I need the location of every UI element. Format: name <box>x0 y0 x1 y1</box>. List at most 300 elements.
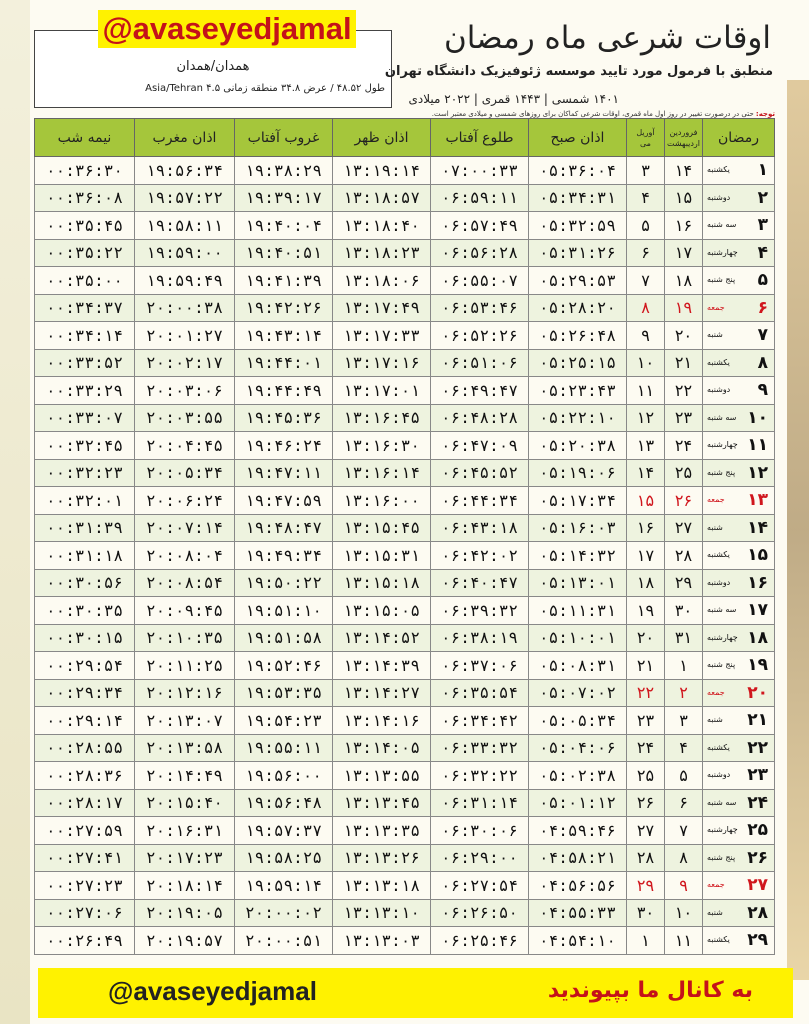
note-text: حتی در درصورت تغییر در روز اول ماه قمری، اوقات شرعی کماکان برای روزهای شمسی و میلادی معتبر است. <box>431 110 754 118</box>
fajr-cell: ۰۵:۱۴:۳۲ <box>529 542 627 570</box>
sunrise-cell: ۰۶:۲۹:۰۰ <box>431 844 529 872</box>
dhuhr-cell: ۱۳:۱۵:۱۸ <box>333 569 431 597</box>
sunrise-cell: ۰۶:۳۹:۳۲ <box>431 597 529 625</box>
sunset-cell: ۱۹:۴۹:۳۴ <box>235 542 333 570</box>
fajr-cell: ۰۵:۲۶:۴۸ <box>529 322 627 350</box>
sunrise-cell: ۰۶:۵۹:۱۱ <box>431 184 529 212</box>
weekday-label: جمعه <box>707 302 725 312</box>
sunrise-cell: ۰۶:۳۰:۰۶ <box>431 817 529 845</box>
weekday-label: پنج شنبه <box>707 660 736 669</box>
sunset-cell: ۱۹:۳۹:۱۷ <box>235 184 333 212</box>
note <box>34 110 775 118</box>
shamsi-day-cell: ۳ <box>665 707 703 735</box>
midnight-cell: ۰۰:۲۶:۴۹ <box>35 927 135 955</box>
ramadan-day-number: ۱۲ <box>747 462 768 483</box>
dhuhr-cell: ۱۳:۱۹:۱۴ <box>333 157 431 185</box>
ramadan-day-cell <box>703 487 775 515</box>
watermark-handle: @avaseyedjamal <box>98 10 356 48</box>
shamsi-day-cell: ۹ <box>665 872 703 900</box>
dhuhr-cell: ۱۳:۱۴:۵۲ <box>333 624 431 652</box>
sunset-cell: ۱۹:۴۵:۳۶ <box>235 404 333 432</box>
maghrib-cell: ۲۰:۱۵:۴۰ <box>135 789 235 817</box>
sunset-cell: ۱۹:۵۶:۴۸ <box>235 789 333 817</box>
midnight-cell: ۰۰:۲۹:۱۴ <box>35 707 135 735</box>
maghrib-cell: ۲۰:۰۲:۱۷ <box>135 349 235 377</box>
ramadan-day-number: ۲۱ <box>747 710 768 730</box>
maghrib-cell: ۲۰:۱۸:۱۴ <box>135 872 235 900</box>
left-decoration <box>0 0 30 1024</box>
fajr-cell: ۰۵:۲۵:۱۵ <box>529 349 627 377</box>
maghrib-cell: ۲۰:۱۴:۴۹ <box>135 762 235 790</box>
gregorian-day-cell: ۸ <box>627 294 665 322</box>
sunrise-cell: ۰۶:۴۰:۴۷ <box>431 569 529 597</box>
gregorian-day-cell: ۱۸ <box>627 569 665 597</box>
maghrib-cell: ۲۰:۰۵:۳۴ <box>135 459 235 487</box>
weekday-label: شنبه <box>707 522 723 532</box>
sunset-cell: ۱۹:۴۷:۱۱ <box>235 459 333 487</box>
col-maghrib: اذان مغرب <box>135 119 235 157</box>
table-row <box>35 844 775 872</box>
maghrib-cell: ۲۰:۰۷:۱۴ <box>135 514 235 542</box>
ramadan-day-cell <box>703 514 775 542</box>
shamsi-day-cell: ۳۱ <box>665 624 703 652</box>
table-row <box>35 817 775 845</box>
sunrise-cell: ۰۶:۳۷:۰۶ <box>431 652 529 680</box>
fajr-cell: ۰۵:۰۷:۰۲ <box>529 679 627 707</box>
dhuhr-cell: ۱۳:۱۶:۴۵ <box>333 404 431 432</box>
ramadan-day-number: ۸ <box>757 352 768 373</box>
sunset-cell: ۱۹:۴۱:۳۹ <box>235 267 333 295</box>
sunrise-cell: ۰۶:۴۳:۱۸ <box>431 514 529 542</box>
dhuhr-cell: ۱۳:۱۴:۱۶ <box>333 707 431 735</box>
city-coordinates: طول ۴۸.۵۲ / عرض ۳۴.۸ منطقه زمانی ۴.۵ Asia/Tehran <box>145 83 385 94</box>
col-sunrise: طلوع آفتاب <box>431 119 529 157</box>
midnight-cell: ۰۰:۲۷:۲۳ <box>35 872 135 900</box>
shamsi-day-cell: ۷ <box>665 817 703 845</box>
weekday-label: یکشنبه <box>707 550 730 559</box>
table-row <box>35 542 775 570</box>
col-sunset: غروب آفتاب <box>235 119 333 157</box>
shamsi-day-cell: ۲۴ <box>665 432 703 460</box>
col-gregorian: آوریل می <box>627 119 665 157</box>
ramadan-day-number: ۲ <box>757 187 768 208</box>
sunrise-cell: ۰۶:۴۹:۴۷ <box>431 377 529 405</box>
fajr-cell: ۰۴:۵۹:۴۶ <box>529 817 627 845</box>
shamsi-day-cell: ۲۶ <box>665 487 703 515</box>
sunrise-cell: ۰۶:۵۲:۲۶ <box>431 322 529 350</box>
ramadan-day-cell <box>703 404 775 432</box>
ramadan-day-number: ۱۰ <box>747 407 768 428</box>
sunset-cell: ۱۹:۵۸:۲۵ <box>235 844 333 872</box>
dhuhr-cell: ۱۳:۱۷:۱۶ <box>333 349 431 377</box>
banner-handle: @avaseyedjamal <box>108 976 317 1006</box>
col-ramadan: رمضان <box>703 119 775 157</box>
maghrib-cell: ۱۹:۵۸:۱۱ <box>135 212 235 240</box>
ramadan-day-number: ۱۷ <box>747 600 768 620</box>
maghrib-cell: ۲۰:۰۶:۲۴ <box>135 487 235 515</box>
sunset-cell: ۱۹:۴۰:۰۴ <box>235 212 333 240</box>
sunrise-cell: ۰۶:۵۷:۴۹ <box>431 212 529 240</box>
gregorian-day-cell: ۱۴ <box>627 459 665 487</box>
midnight-cell: ۰۰:۳۵:۰۰ <box>35 267 135 295</box>
maghrib-cell: ۱۹:۵۹:۴۹ <box>135 267 235 295</box>
ramadan-day-cell <box>703 734 775 762</box>
midnight-cell: ۰۰:۳۲:۰۱ <box>35 487 135 515</box>
shamsi-day-cell: ۲۹ <box>665 569 703 597</box>
table-row <box>35 514 775 542</box>
shamsi-day-cell: ۲۵ <box>665 459 703 487</box>
fajr-cell: ۰۴:۵۵:۳۳ <box>529 899 627 927</box>
sunset-cell: ۲۰:۰۰:۵۱ <box>235 927 333 955</box>
city-name: همدان/همدان <box>176 59 250 74</box>
gregorian-day-cell: ۲۲ <box>627 679 665 707</box>
weekday-label: شنبه <box>707 330 723 339</box>
ramadan-day-number: ۲۸ <box>747 902 768 923</box>
table-row <box>35 927 775 955</box>
shamsi-day-cell: ۱۶ <box>665 212 703 240</box>
ramadan-day-cell <box>703 899 775 927</box>
dhuhr-cell: ۱۳:۱۷:۰۱ <box>333 377 431 405</box>
midnight-cell: ۰۰:۳۶:۰۸ <box>35 184 135 212</box>
fajr-cell: ۰۵:۰۵:۳۴ <box>529 707 627 735</box>
sunrise-cell: ۰۶:۳۸:۱۹ <box>431 624 529 652</box>
gregorian-day-cell: ۴ <box>627 184 665 212</box>
sunset-cell: ۱۹:۴۲:۲۶ <box>235 294 333 322</box>
midnight-cell: ۰۰:۲۷:۵۹ <box>35 817 135 845</box>
table-row <box>35 597 775 625</box>
ramadan-day-number: ۷ <box>757 325 768 345</box>
dhuhr-cell: ۱۳:۱۳:۱۰ <box>333 899 431 927</box>
ramadan-day-number: ۱ <box>757 160 768 180</box>
gregorian-day-cell: ۲۸ <box>627 844 665 872</box>
sunset-cell: ۱۹:۵۷:۳۷ <box>235 817 333 845</box>
dhuhr-cell: ۱۳:۱۳:۰۳ <box>333 927 431 955</box>
ramadan-day-cell <box>703 597 775 625</box>
gregorian-day-cell: ۹ <box>627 322 665 350</box>
gregorian-day-cell: ۲۹ <box>627 872 665 900</box>
ramadan-day-cell <box>703 432 775 460</box>
gregorian-day-cell: ۱۹ <box>627 597 665 625</box>
gregorian-day-cell: ۳ <box>627 157 665 185</box>
fajr-cell: ۰۵:۲۹:۵۳ <box>529 267 627 295</box>
sunset-cell: ۱۹:۵۶:۰۰ <box>235 762 333 790</box>
table-row <box>35 872 775 900</box>
table-row <box>35 377 775 405</box>
fajr-cell: ۰۵:۳۴:۳۱ <box>529 184 627 212</box>
ramadan-day-number: ۵ <box>757 270 768 290</box>
fajr-cell: ۰۴:۵۶:۵۶ <box>529 872 627 900</box>
weekday-label: یکشنبه <box>707 742 730 752</box>
maghrib-cell: ۲۰:۰۰:۳۸ <box>135 294 235 322</box>
sunrise-cell: ۰۶:۵۳:۴۶ <box>431 294 529 322</box>
shamsi-day-cell: ۴ <box>665 734 703 762</box>
ramadan-day-number: ۱۸ <box>747 627 768 648</box>
midnight-cell: ۰۰:۳۰:۵۶ <box>35 569 135 597</box>
sunset-cell: ۱۹:۵۰:۲۲ <box>235 569 333 597</box>
midnight-cell: ۰۰:۳۴:۱۴ <box>35 322 135 350</box>
gregorian-day-cell: ۱۲ <box>627 404 665 432</box>
dhuhr-cell: ۱۳:۱۸:۵۷ <box>333 184 431 212</box>
page-title: اوقات شرعی ماه رمضان <box>444 20 771 56</box>
midnight-cell: ۰۰:۳۱:۱۸ <box>35 542 135 570</box>
maghrib-cell: ۲۰:۱۲:۱۶ <box>135 679 235 707</box>
table-row <box>35 679 775 707</box>
gregorian-day-cell: ۲۶ <box>627 789 665 817</box>
ramadan-day-number: ۲۶ <box>747 847 768 868</box>
table-row <box>35 624 775 652</box>
table-row <box>35 899 775 927</box>
sunset-cell: ۱۹:۴۳:۱۴ <box>235 322 333 350</box>
ramadan-day-cell <box>703 569 775 597</box>
ramadan-day-number: ۳ <box>757 215 768 235</box>
maghrib-cell: ۲۰:۰۸:۵۴ <box>135 569 235 597</box>
sunrise-cell: ۰۶:۵۶:۲۸ <box>431 239 529 267</box>
weekday-label: سه شنبه <box>707 220 737 229</box>
fajr-cell: ۰۴:۵۸:۲۱ <box>529 844 627 872</box>
fajr-cell: ۰۵:۳۲:۵۹ <box>529 212 627 240</box>
shamsi-day-cell: ۵ <box>665 762 703 790</box>
dhuhr-cell: ۱۳:۱۶:۰۰ <box>333 487 431 515</box>
midnight-cell: ۰۰:۳۳:۲۹ <box>35 377 135 405</box>
weekday-label: یکشنبه <box>707 357 730 367</box>
gregorian-day-cell: ۲۳ <box>627 707 665 735</box>
midnight-cell: ۰۰:۳۶:۳۰ <box>35 157 135 185</box>
midnight-cell: ۰۰:۳۴:۳۷ <box>35 294 135 322</box>
weekday-label: دوشنبه <box>707 385 731 394</box>
shamsi-day-cell: ۱ <box>665 652 703 680</box>
weekday-label: جمعه <box>707 495 725 504</box>
ramadan-day-cell <box>703 377 775 405</box>
shamsi-day-cell: ۲۸ <box>665 542 703 570</box>
sunrise-cell: ۰۶:۴۴:۳۴ <box>431 487 529 515</box>
midnight-cell: ۰۰:۲۹:۵۴ <box>35 652 135 680</box>
dhuhr-cell: ۱۳:۱۸:۴۰ <box>333 212 431 240</box>
dhuhr-cell: ۱۳:۱۳:۵۵ <box>333 762 431 790</box>
ramadan-day-cell <box>703 184 775 212</box>
weekday-label: پنج شنبه <box>707 467 736 477</box>
ramadan-day-cell <box>703 707 775 735</box>
dhuhr-cell: ۱۳:۱۶:۳۰ <box>333 432 431 460</box>
maghrib-cell: ۲۰:۱۰:۳۵ <box>135 624 235 652</box>
sunrise-cell: ۰۶:۲۶:۵۰ <box>431 899 529 927</box>
fajr-cell: ۰۵:۱۹:۰۶ <box>529 459 627 487</box>
ramadan-day-cell <box>703 322 775 350</box>
shamsi-day-cell: ۲۲ <box>665 377 703 405</box>
ramadan-day-cell <box>703 927 775 955</box>
dhuhr-cell: ۱۳:۱۵:۴۵ <box>333 514 431 542</box>
ramadan-day-cell <box>703 349 775 377</box>
table-row <box>35 432 775 460</box>
ramadan-day-number: ۲۳ <box>747 765 768 785</box>
maghrib-cell: ۲۰:۱۹:۰۵ <box>135 899 235 927</box>
ramadan-day-number: ۱۵ <box>747 545 768 565</box>
ramadan-day-number: ۱۹ <box>747 655 768 675</box>
table-row <box>35 294 775 322</box>
fajr-cell: ۰۵:۰۱:۱۲ <box>529 789 627 817</box>
midnight-cell: ۰۰:۲۹:۳۴ <box>35 679 135 707</box>
midnight-cell: ۰۰:۳۲:۲۳ <box>35 459 135 487</box>
ramadan-day-number: ۱۶ <box>747 572 768 593</box>
fajr-cell: ۰۵:۰۲:۳۸ <box>529 762 627 790</box>
table-row <box>35 267 775 295</box>
fajr-cell: ۰۵:۲۲:۱۰ <box>529 404 627 432</box>
ramadan-day-cell <box>703 789 775 817</box>
sunrise-cell: ۰۶:۳۳:۳۲ <box>431 734 529 762</box>
maghrib-cell: ۲۰:۱۳:۵۸ <box>135 734 235 762</box>
table-row <box>35 404 775 432</box>
col-shamsi: فروردین اردیبهشت <box>665 119 703 157</box>
note-label: توجه: <box>755 110 775 118</box>
maghrib-cell: ۲۰:۱۶:۳۱ <box>135 817 235 845</box>
midnight-cell: ۰۰:۲۷:۴۱ <box>35 844 135 872</box>
dhuhr-cell: ۱۳:۱۴:۳۹ <box>333 652 431 680</box>
dhuhr-cell: ۱۳:۱۷:۳۳ <box>333 322 431 350</box>
sunrise-cell: ۰۶:۵۵:۰۷ <box>431 267 529 295</box>
table-row <box>35 789 775 817</box>
ramadan-day-cell <box>703 294 775 322</box>
fajr-cell: ۰۵:۱۷:۳۴ <box>529 487 627 515</box>
fajr-cell: ۰۵:۱۰:۰۱ <box>529 624 627 652</box>
sunset-cell: ۱۹:۵۳:۳۵ <box>235 679 333 707</box>
weekday-label: چهارشنبه <box>707 825 738 834</box>
gregorian-day-cell: ۲۰ <box>627 624 665 652</box>
banner-join-text: به کانال ما بپیوندید <box>547 978 753 1003</box>
sunset-cell: ۱۹:۵۵:۱۱ <box>235 734 333 762</box>
dhuhr-cell: ۱۳:۱۴:۰۵ <box>333 734 431 762</box>
shamsi-day-cell: ۲۱ <box>665 349 703 377</box>
table-row <box>35 212 775 240</box>
shamsi-day-cell: ۲۰ <box>665 322 703 350</box>
table-row <box>35 157 775 185</box>
gregorian-day-cell: ۱۷ <box>627 542 665 570</box>
sunrise-cell: ۰۶:۳۵:۵۴ <box>431 679 529 707</box>
col-midnight: نیمه شب <box>35 119 135 157</box>
weekday-label: پنج شنبه <box>707 275 736 284</box>
table-row <box>35 459 775 487</box>
fajr-cell: ۰۴:۵۴:۱۰ <box>529 927 627 955</box>
gregorian-day-cell: ۱۱ <box>627 377 665 405</box>
right-decoration <box>787 80 809 980</box>
midnight-cell: ۰۰:۳۳:۵۲ <box>35 349 135 377</box>
sunset-cell: ۱۹:۴۴:۰۱ <box>235 349 333 377</box>
ramadan-day-number: ۹ <box>757 380 768 400</box>
sunset-cell: ۲۰:۰۰:۰۲ <box>235 899 333 927</box>
gregorian-day-cell: ۱ <box>627 927 665 955</box>
gregorian-day-cell: ۷ <box>627 267 665 295</box>
table-row <box>35 184 775 212</box>
ramadan-day-cell <box>703 212 775 240</box>
shamsi-day-cell: ۱۸ <box>665 267 703 295</box>
sunset-cell: ۱۹:۵۴:۲۳ <box>235 707 333 735</box>
midnight-cell: ۰۰:۳۰:۱۵ <box>35 624 135 652</box>
sunrise-cell: ۰۶:۴۷:۰۹ <box>431 432 529 460</box>
gregorian-day-cell: ۶ <box>627 239 665 267</box>
fajr-cell: ۰۵:۱۳:۰۱ <box>529 569 627 597</box>
ramadan-day-number: ۴ <box>757 242 768 263</box>
ramadan-day-cell <box>703 542 775 570</box>
fajr-cell: ۰۵:۲۸:۲۰ <box>529 294 627 322</box>
gregorian-day-cell: ۱۶ <box>627 514 665 542</box>
dhuhr-cell: ۱۳:۱۳:۲۶ <box>333 844 431 872</box>
dhuhr-cell: ۱۳:۱۶:۱۴ <box>333 459 431 487</box>
sunrise-cell: ۰۶:۳۱:۱۴ <box>431 789 529 817</box>
table-row <box>35 734 775 762</box>
ramadan-day-cell <box>703 239 775 267</box>
table-row <box>35 762 775 790</box>
fajr-cell: ۰۵:۱۱:۳۱ <box>529 597 627 625</box>
weekday-label: دوشنبه <box>707 770 731 779</box>
maghrib-cell: ۲۰:۱۹:۵۷ <box>135 927 235 955</box>
table-row <box>35 349 775 377</box>
table-row <box>35 707 775 735</box>
ramadan-day-number: ۲۵ <box>747 820 768 840</box>
midnight-cell: ۰۰:۲۸:۱۷ <box>35 789 135 817</box>
maghrib-cell: ۱۹:۵۶:۳۴ <box>135 157 235 185</box>
bottom-banner <box>38 968 793 1018</box>
ramadan-day-number: ۱۴ <box>747 517 768 538</box>
ramadan-day-cell <box>703 624 775 652</box>
maghrib-cell: ۲۰:۰۴:۴۵ <box>135 432 235 460</box>
table-row <box>35 239 775 267</box>
sunset-cell: ۱۹:۴۶:۲۴ <box>235 432 333 460</box>
weekday-label: سه شنبه <box>707 412 737 422</box>
ramadan-day-cell <box>703 872 775 900</box>
fajr-cell: ۰۵:۳۱:۲۶ <box>529 239 627 267</box>
maghrib-cell: ۲۰:۱۷:۲۳ <box>135 844 235 872</box>
sunrise-cell: ۰۷:۰۰:۳۳ <box>431 157 529 185</box>
sunrise-cell: ۰۶:۳۴:۴۲ <box>431 707 529 735</box>
weekday-label: سه شنبه <box>707 797 737 807</box>
midnight-cell: ۰۰:۳۲:۴۵ <box>35 432 135 460</box>
ramadan-day-cell <box>703 679 775 707</box>
year-line: ۱۴۰۱ شمسی | ۱۴۴۳ قمری | ۲۰۲۲ میلادی <box>408 92 619 106</box>
midnight-cell: ۰۰:۲۷:۰۶ <box>35 899 135 927</box>
maghrib-cell: ۲۰:۰۸:۰۴ <box>135 542 235 570</box>
table-header <box>35 119 775 157</box>
sunset-cell: ۱۹:۴۰:۵۱ <box>235 239 333 267</box>
midnight-cell: ۰۰:۳۵:۴۵ <box>35 212 135 240</box>
col-dhuhr: اذان ظهر <box>333 119 431 157</box>
shamsi-day-cell: ۳۰ <box>665 597 703 625</box>
ramadan-day-cell <box>703 459 775 487</box>
midnight-cell: ۰۰:۳۵:۲۲ <box>35 239 135 267</box>
ramadan-day-cell <box>703 157 775 185</box>
gregorian-day-cell: ۵ <box>627 212 665 240</box>
shamsi-day-cell: ۱۷ <box>665 239 703 267</box>
dhuhr-cell: ۱۳:۱۵:۳۱ <box>333 542 431 570</box>
weekday-label: شنبه <box>707 907 723 917</box>
dhuhr-cell: ۱۳:۱۴:۲۷ <box>333 679 431 707</box>
maghrib-cell: ۱۹:۵۹:۰۰ <box>135 239 235 267</box>
fajr-cell: ۰۵:۲۰:۳۸ <box>529 432 627 460</box>
gregorian-day-cell: ۲۱ <box>627 652 665 680</box>
dhuhr-cell: ۱۳:۱۳:۳۵ <box>333 817 431 845</box>
weekday-label: چهارشنبه <box>707 440 738 449</box>
maghrib-cell: ۲۰:۰۳:۰۶ <box>135 377 235 405</box>
sunset-cell: ۱۹:۵۱:۱۰ <box>235 597 333 625</box>
sunrise-cell: ۰۶:۲۷:۵۴ <box>431 872 529 900</box>
shamsi-day-cell: ۱۰ <box>665 899 703 927</box>
sunset-cell: ۱۹:۴۸:۴۷ <box>235 514 333 542</box>
ramadan-day-number: ۲۷ <box>747 875 768 895</box>
weekday-label: جمعه <box>707 880 725 889</box>
sunrise-cell: ۰۶:۵۱:۰۶ <box>431 349 529 377</box>
ramadan-day-cell <box>703 652 775 680</box>
ramadan-day-number: ۲۹ <box>747 930 768 950</box>
sunset-cell: ۱۹:۳۸:۲۹ <box>235 157 333 185</box>
maghrib-cell: ۲۰:۰۳:۵۵ <box>135 404 235 432</box>
fajr-cell: ۰۵:۰۴:۰۶ <box>529 734 627 762</box>
